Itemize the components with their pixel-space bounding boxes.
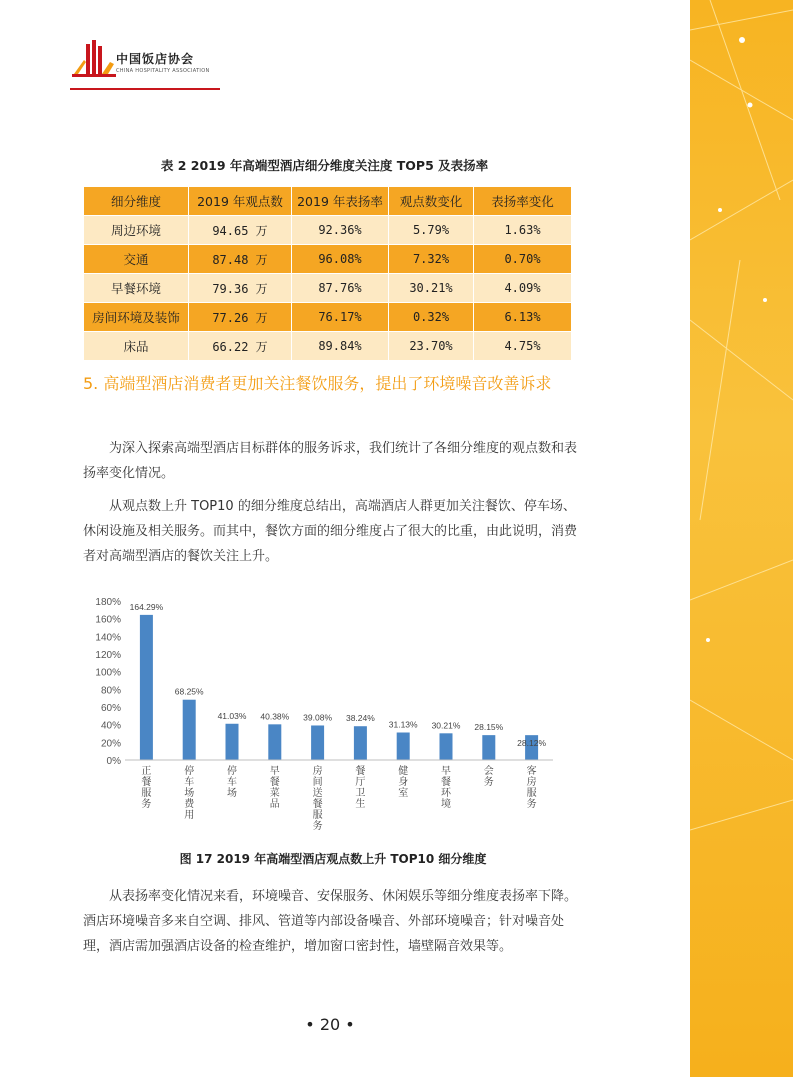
table-cell: 66.22 万 — [189, 332, 292, 361]
table-cell: 0.32% — [389, 303, 474, 332]
bar — [183, 700, 196, 760]
page-number: • 20 • — [305, 1015, 355, 1034]
data-label: 39.08% — [303, 712, 333, 723]
data-label: 40.38% — [260, 711, 290, 722]
logo-org-cn: 中国饭店协会 — [116, 52, 195, 66]
bar — [397, 733, 410, 760]
data-label: 31.13% — [388, 719, 418, 730]
table-cell: 89.84% — [292, 332, 389, 361]
x-tick-label: 正餐服务 — [141, 766, 152, 810]
y-tick-label: 140% — [95, 632, 121, 644]
paragraph-analysis: 从观点数上升 TOP10 的细分维度总结出，高端酒店人群更加关注餐饮、停车场、休闲设施及相关服务。而其中，餐饮方面的细分维度占了很大的比重，由此说明，消费者对高端型酒店的餐饮关注上升。 — [83, 499, 578, 564]
bar — [226, 724, 239, 760]
bar — [482, 735, 495, 760]
table-row — [84, 216, 572, 245]
y-axis — [95, 597, 121, 767]
table-cell: 早餐环境 — [84, 274, 189, 303]
table-cell: 房间环境及装饰 — [84, 303, 189, 332]
table-row — [84, 274, 572, 303]
data-label: 68.25% — [174, 686, 204, 697]
data-label: 38.24% — [345, 713, 375, 724]
table-cell: 30.21% — [389, 274, 474, 303]
side-decorative-band — [690, 0, 793, 1077]
x-tick-label: 早餐菜品 — [269, 766, 280, 810]
x-axis-labels — [141, 764, 536, 832]
table-cell: 87.48 万 — [189, 245, 292, 274]
table-row — [84, 303, 572, 332]
table-row — [84, 245, 572, 274]
bar — [440, 733, 453, 760]
section-heading: 5. 高端型酒店消费者更加关注餐饮服务，提出了环境噪音改善诉求 — [83, 374, 552, 393]
x-tick-label: 健身室 — [398, 766, 409, 799]
table-header-cell: 2019 年观点数 — [189, 187, 292, 216]
x-tick-label: 餐厅卫生 — [355, 766, 366, 810]
table-cell: 79.36 万 — [189, 274, 292, 303]
y-tick-label: 60% — [100, 703, 121, 714]
table-header-cell: 表扬率变化 — [474, 187, 572, 216]
x-tick-label: 会务 — [483, 766, 494, 788]
bar-chart — [83, 585, 563, 845]
table-cell: 77.26 万 — [189, 303, 292, 332]
x-tick-label: 客房服务 — [526, 766, 537, 810]
y-tick-label: 100% — [95, 667, 121, 679]
x-tick-label: 停车场费用 — [184, 766, 195, 821]
y-tick-label: 160% — [95, 614, 121, 626]
table-cell: 23.70% — [389, 332, 474, 361]
table-cell: 87.76% — [292, 274, 389, 303]
x-tick-label: 早餐环境 — [441, 766, 451, 810]
table-cell: 76.17% — [292, 303, 389, 332]
table-cell: 96.08% — [292, 245, 389, 274]
table-header-row — [84, 187, 572, 216]
table-cell: 94.65 万 — [189, 216, 292, 245]
table-cell: 4.75% — [474, 332, 572, 361]
x-tick-label: 房间送餐服务 — [312, 766, 323, 832]
table-caption: 表 2 2019 年高端型酒店细分维度关注度 TOP5 及表扬率 — [160, 158, 489, 173]
table-cell: 5.79% — [389, 216, 474, 245]
table-header-cell: 观点数变化 — [389, 187, 474, 216]
cha-logo-icon — [72, 40, 116, 86]
data-label: 28.12% — [517, 738, 547, 749]
data-label: 164.29% — [129, 601, 164, 612]
table-cell: 交通 — [84, 245, 189, 274]
table-header-cell: 细分维度 — [84, 187, 189, 216]
side-pattern — [690, 0, 793, 1077]
y-tick-label: 20% — [100, 738, 121, 750]
table-cell: 6.13% — [474, 303, 572, 332]
table-cell: 7.32% — [389, 245, 474, 274]
bar-series — [130, 602, 547, 760]
table-cell: 0.70% — [474, 245, 572, 274]
table-cell: 4.09% — [474, 274, 572, 303]
data-label: 30.21% — [431, 720, 461, 731]
bar — [268, 724, 281, 760]
y-tick-label: 0% — [106, 756, 121, 767]
y-tick-label: 80% — [100, 685, 121, 697]
table-cell: 1.63% — [474, 216, 572, 245]
table-cell: 92.36% — [292, 216, 389, 245]
table-header-cell: 2019 年表扬率 — [292, 187, 389, 216]
bar — [140, 615, 153, 760]
y-tick-label: 40% — [100, 720, 121, 732]
paragraph-praise-rate: 从表扬率变化情况来看，环境噪音、安保服务、休闲娱乐等细分维度表扬率下降。酒店环境噪音多来自空调、排风、管道等内部设备噪音、外部环境噪音；针对噪音处理，酒店需加强酒店设备的检查维护，增加窗口密封性，墙壁隔音效果等。 — [83, 889, 578, 954]
paragraph-intro: 为深入探索高端型酒店目标群体的服务诉求，我们统计了各细分维度的观点数和表扬率变化情况。 — [83, 441, 578, 481]
attention-table — [83, 186, 572, 361]
logo-org-en: CHINA HOSPITALITY ASSOCIATION — [116, 68, 210, 74]
table-cell: 周边环境 — [84, 216, 189, 245]
y-tick-label: 180% — [95, 597, 121, 608]
table-cell: 床品 — [84, 332, 189, 361]
bar — [354, 726, 367, 760]
data-label: 41.03% — [217, 710, 247, 721]
table-row — [84, 332, 572, 361]
figure-caption: 图 17 2019 年高端型酒店观点数上升 TOP10 细分维度 — [179, 852, 487, 866]
x-tick-label: 停车场 — [227, 766, 237, 799]
bar — [311, 725, 324, 760]
header-rule — [70, 88, 220, 90]
y-tick-label: 120% — [95, 650, 121, 661]
data-label: 28.15% — [474, 722, 504, 733]
